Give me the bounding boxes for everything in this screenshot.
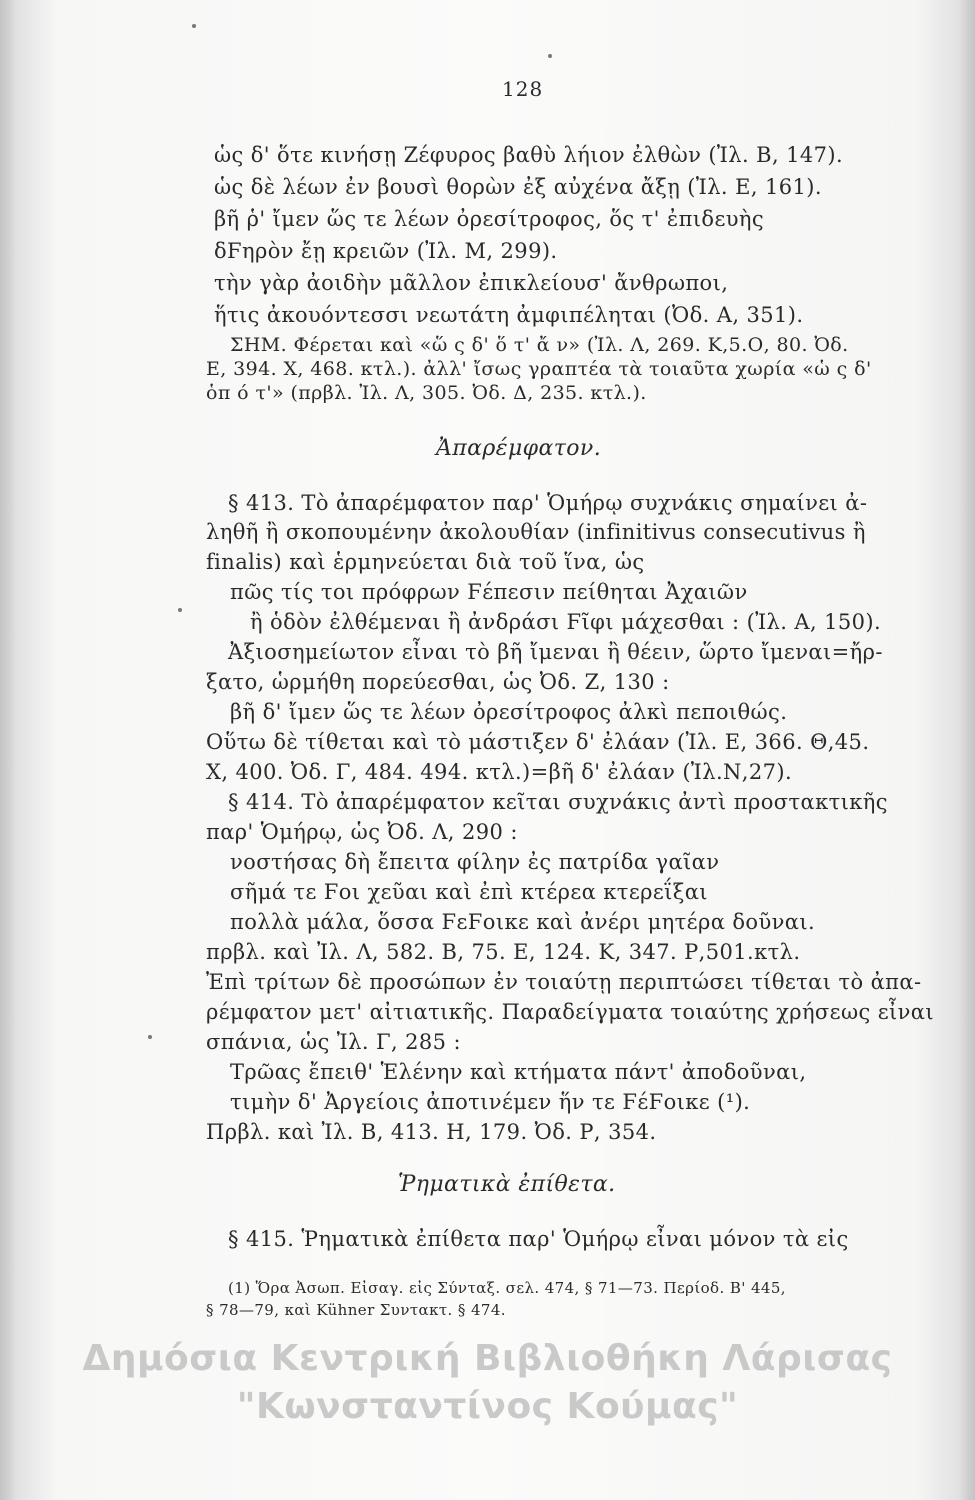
text-line: ὡς δὲ λέων ἐν βουσὶ θορὼν ἐξ αὐχένα ἄξῃ (Ἰλ. Ε, 161). (214, 175, 822, 199)
note-line: ὁπ ό τ'» (πρβλ. Ἰλ. Λ, 305. Ὀδ. Δ, 235. κτλ.). (206, 382, 647, 404)
verse-line: τιμὴν δ' Ἀργείοις ἀποτινέμεν ἥν τε ϜέϜοικε (¹). (230, 1090, 751, 1114)
paragraph-line: Ἀξιοσημείωτον εἶναι τὸ βῆ ἴμεναι ἢ θέειν, ὥρτο ἴμεναι=ἤρ- (228, 640, 883, 664)
verse-line: πῶς τίς τοι πρόφρων Ϝέπεσιν πείθηται Ἀχαιῶν (230, 580, 748, 604)
page-left-edge-shadow (0, 0, 16, 1500)
paragraph-line: ρέμφατον μετ' αἰτιατικῆς. Παραδείγματα τοιαύτης χρήσεως εἶναι (206, 1000, 935, 1024)
footnote-line: § 78—79, καὶ Kühner Συντακτ. § 474. (206, 1301, 506, 1319)
verse-line: νοστήσας δὴ ἔπειτα φίλην ἐς πατρίδα γαῖαν (230, 850, 720, 874)
paragraph-line: παρ' Ὁμήρῳ, ὡς Ὀδ. Λ, 290 : (206, 820, 518, 844)
text-line: ὡς δ' ὅτε κινήσῃ Ζέφυρος βαθὺ λήιον ἐλθὼν (Ἰλ. Β, 147). (214, 143, 844, 167)
verse-line: ἢ ὁδὸν ἐλθέμεναι ἢ ἀνδράσι Ϝῖφι μάχεσθαι : (Ἰλ. Α, 150). (250, 610, 882, 634)
scan-speck (192, 24, 196, 28)
verse-line: σῆμά τε Ϝοι χεῦαι καὶ ἐπὶ κτέρεα κτερεΐξαι (230, 880, 708, 904)
page-right-edge-shadow (959, 0, 975, 1500)
paragraph-line: σπάνια, ὡς Ἰλ. Γ, 285 : (206, 1030, 461, 1054)
paragraph-line: Ἐπὶ τρίτων δὲ προσώπων ἐν τοιαύτῃ περιπτώσει τίθεται τὸ ἀπα- (206, 970, 922, 994)
text-line: τὴν γὰρ ἀοιδὴν μᾶλλον ἐπικλείουσ' ἄνθρωποι, (214, 271, 729, 295)
section-heading-infinitive: Ἀπαρέμφατον. (436, 436, 602, 461)
paragraph-line: Πρβλ. καὶ Ἰλ. Β, 413. Η, 179. Ὀδ. Ρ, 354. (206, 1120, 657, 1144)
paragraph-line: ληθῆ ἢ σκοπουμένην ἀκολουθίαν (infinitivus consecutivus ἢ (206, 520, 866, 544)
library-watermark-line: Δημόσια Κεντρική Βιβλιοθήκη Λάρισας (82, 1338, 893, 1379)
note-line: ΣΗΜ. Φέρεται καὶ «ὥ ς δ' ὅ τ' ἄ ν» (Ἰλ. Λ, 269. Κ,5.Ο, 80. Ὀδ. (230, 334, 849, 356)
section-heading-verbal-adjectives: Ῥηματικὰ ἐπίθετα. (398, 1172, 616, 1197)
paragraph-line: § 414. Τὸ ἀπαρέμφατον κεῖται συχνάκις ἀντὶ προστακτικῆς (228, 790, 888, 814)
paragraph-line: Χ, 400. Ὀδ. Γ, 484. 494. κτλ.)=βῆ δ' ἐλάαν (Ἰλ.Ν,27). (206, 760, 793, 784)
footnote-line: (1) Ὅρα Ἀσωπ. Εἰσαγ. εἰς Σύνταξ. σελ. 474, § 71—73. Περίοδ. Β' 445, (228, 1279, 786, 1297)
text-line: βῆ ῥ' ἴμεν ὥς τε λέων ὀρεσίτροφος, ὅς τ' ἐπιδευὴς (214, 207, 765, 231)
scan-speck (178, 608, 182, 612)
paragraph-line: § 413. Τὸ ἀπαρέμφατον παρ' Ὁμήρῳ συχνάκις σημαίνει ἀ- (228, 491, 868, 515)
library-watermark-line: "Κωνσταντίνος Κούμας" (236, 1386, 739, 1427)
paragraph-line: Οὕτω δὲ τίθεται καὶ τὸ μάστιξεν δ' ἐλάαν (Ἰλ. Ε, 366. Θ,45. (206, 730, 870, 754)
paragraph-line: πρβλ. καὶ Ἰλ. Λ, 582. Β, 75. Ε, 124. Κ, 347. Ρ,501.κτλ. (206, 940, 801, 964)
page-number: 128 (502, 77, 544, 101)
paragraph-line: § 415. Ῥηματικὰ ἐπίθετα παρ' Ὁμήρῳ εἶναι μόνον τὰ εἰς (228, 1227, 849, 1251)
paragraph-line: ξατο, ὡρμήθη πορεύεσθαι, ὡς Ὀδ. Ζ, 130 : (206, 670, 670, 694)
verse-line: πολλὰ μάλα, ὅσσα ϜεϜοικε καὶ ἀνέρι μητέρα δοῦναι. (230, 910, 816, 934)
scan-speck (148, 1035, 152, 1039)
note-line: Ε, 394. Χ, 468. κτλ.). ἀλλ' ἴσως γραπτέα τὰ τοιαῦτα χωρία «ὡ ς δ' (206, 358, 872, 380)
scan-speck (548, 54, 552, 58)
text-line: ἥτις ἀκουόντεσσι νεωτάτη ἀμφιπέληται (Ὀδ. Α, 351). (214, 303, 804, 327)
paragraph-line: finalis) καὶ ἑρμηνεύεται διὰ τοῦ ἵνα, ὡς (206, 550, 645, 574)
verse-line: βῆ δ' ἴμεν ὥς τε λέων ὀρεσίτροφος ἀλκὶ πεποιθώς. (230, 700, 788, 724)
verse-line: Τρῶας ἔπειθ' Ἑλένην καὶ κτήματα πάντ' ἀποδοῦναι, (230, 1060, 807, 1084)
text-line: δϜηρὸν ἔῃ κρειῶν (Ἰλ. Μ, 299). (214, 239, 558, 263)
